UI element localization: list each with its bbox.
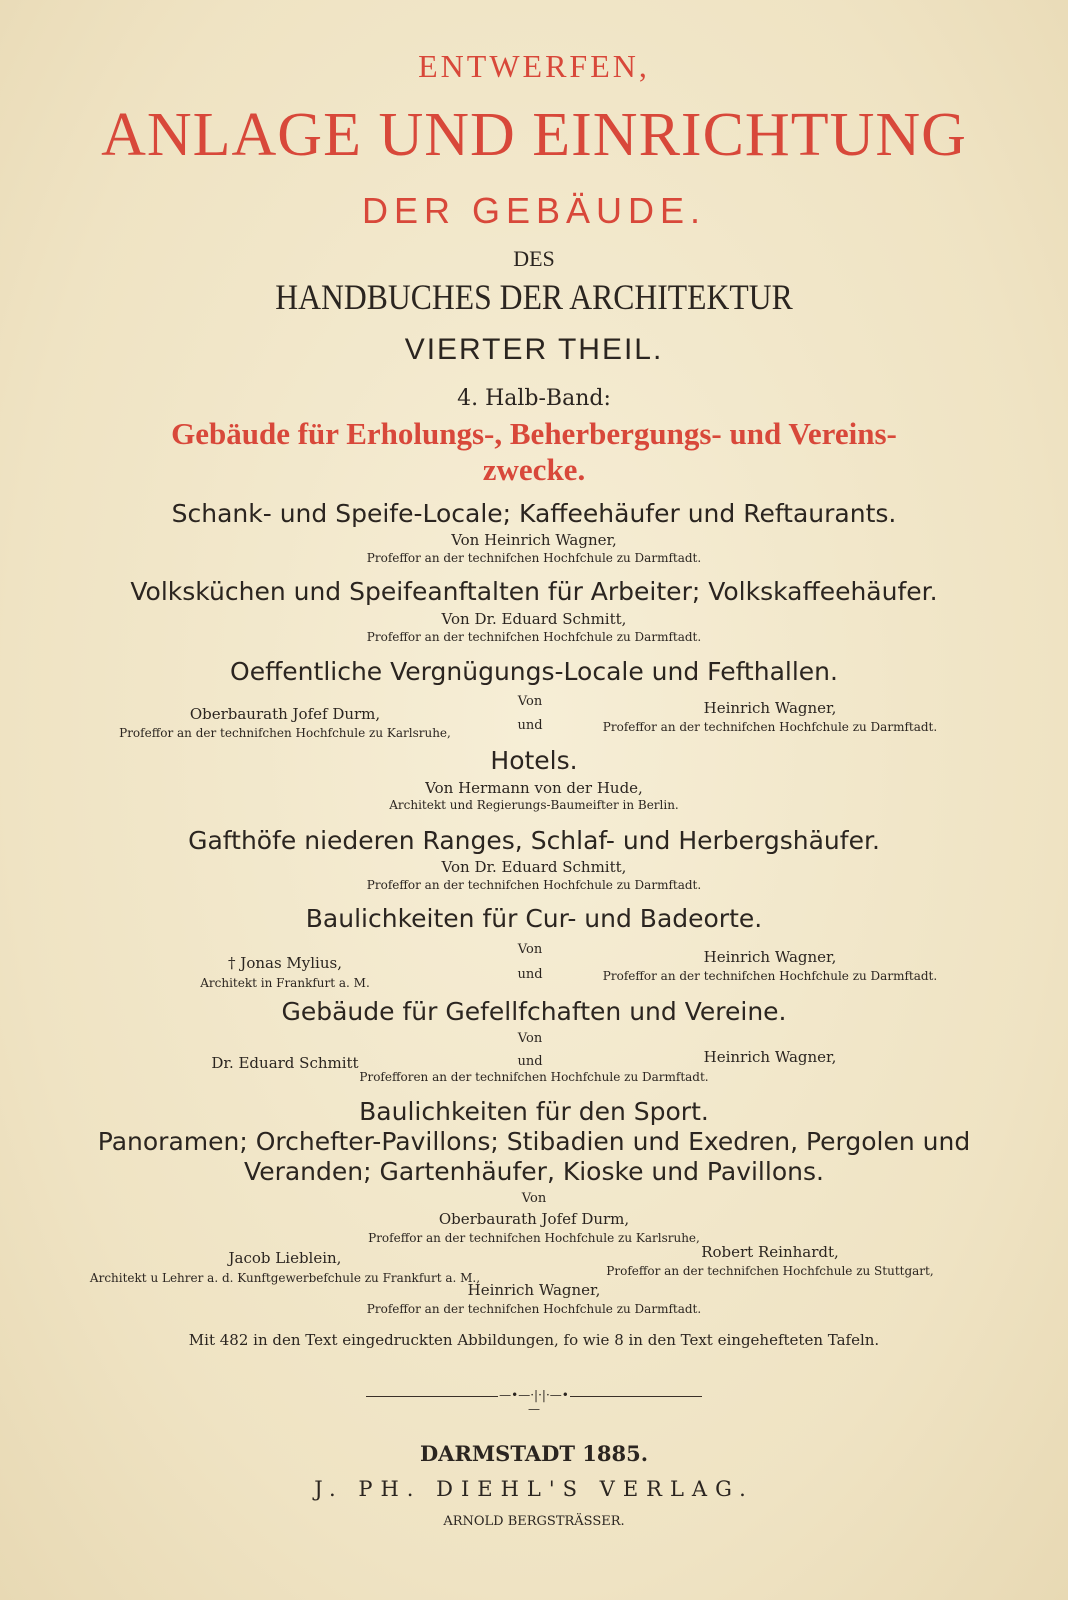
title-line-theil: VIERTER THEIL. [404, 333, 664, 366]
und-label: und [517, 718, 543, 733]
title-line-halbband: 4. Halb-Band: [457, 386, 611, 411]
divider-right [570, 1396, 702, 1397]
section-affiliation-vereine: Profefforen an der technifchen Hochfchule zu Darmftadt. [359, 1070, 709, 1084]
section-heading-vereine: Gebäude für Gefellfchaften und Vereine. [281, 997, 787, 1026]
author-left-name: Jacob Lieblein, [228, 1249, 342, 1267]
section-affiliation-volkskuechen: Profeffor an der technifchen Hochfchule zu Darmftadt. [366, 630, 702, 644]
author-durm-affiliation: Profeffor an der technifchen Hochfchule zu Karlsruhe, [368, 1231, 700, 1245]
imprint-owner: ARNOLD BERGSTRÄSSER. [443, 1514, 625, 1529]
author-left-affiliation: Profeffor an der technifchen Hochfchule zu Karlsruhe, [119, 726, 451, 740]
illustrations-note: Mit 482 in den Text eingedruckten Abbildungen, fo wie 8 in den Text eingehefteten Tafeln. [188, 1331, 880, 1349]
author-left-name: † Jonas Mylius, [228, 954, 342, 972]
author-right-name: Heinrich Wagner, [703, 1048, 837, 1066]
author-right-name: Heinrich Wagner, [703, 948, 837, 966]
von-label: Von [517, 942, 543, 957]
author-wagner-name: Heinrich Wagner, [467, 1281, 601, 1299]
author-durm-name: Oberbaurath Jofef Durm, [438, 1210, 630, 1228]
section-heading-volkskuechen: Volksküchen und Speifeanftalten für Arbeiter; Volkskaffeehäufer. [130, 577, 938, 606]
title-line-gebaeude: DER GEBÄUDE. [361, 190, 707, 231]
section-affiliation-schank: Profeffor an der technifchen Hochfchule zu Darmftadt. [366, 551, 702, 565]
section-author-gasthoefe: Von Dr. Eduard Schmitt, [441, 858, 627, 876]
title-line-handbuch: HANDBUCHES DER ARCHITEKTUR [275, 277, 793, 317]
section-heading-vergnuegung: Oeffentliche Vergnügungs-Locale und Fefthallen. [230, 657, 838, 686]
divider-left [366, 1396, 498, 1397]
author-right-affiliation: Profeffor an der technifchen Hochfchule zu Stuttgart, [606, 1264, 934, 1278]
author-left-name: Dr. Eduard Schmitt [211, 1054, 359, 1072]
section-affiliation-gasthoefe: Profeffor an der technifchen Hochfchule zu Darmftadt. [366, 878, 702, 892]
section-heading-badeorte: Baulichkeiten für Cur- und Badeorte. [305, 904, 763, 933]
section-affiliation-hotels: Architekt und Regierungs-Baumeifter in Berlin. [389, 798, 679, 812]
author-right-affiliation: Profeffor an der technifchen Hochfchule zu Darmftadt. [602, 720, 938, 734]
subtitle-line-1: Gebäude für Erholungs-, Beherbergungs- und Vereins- [171, 416, 897, 451]
author-left-affiliation: Architekt in Frankfurt a. M. [200, 976, 370, 990]
imprint-city-year: DARMSTADT 1885. [419, 1441, 649, 1466]
von-label: Von [517, 694, 543, 709]
section-author-hotels: Von Hermann von der Hude, [425, 779, 643, 797]
title-line-des: DES [513, 246, 555, 271]
section-heading-gasthoefe: Gafthöfe niederen Ranges, Schlaf- und Herbergshäufer. [188, 826, 880, 855]
section-heading-panoramen: Panoramen; Orchefter-Pavillons; Stibadien und Exedren, Pergolen und [97, 1127, 971, 1156]
section-heading-sport: Baulichkeiten für den Sport. [359, 1097, 709, 1126]
author-wagner-affiliation: Profeffor an der technifchen Hochfchule zu Darmftadt. [366, 1302, 702, 1316]
von-label: Von [517, 1031, 543, 1046]
author-right-name: Robert Reinhardt, [701, 1243, 839, 1261]
divider-ornament: —•—·|·|·—•— [499, 1388, 569, 1416]
imprint-publisher: J. PH. DIEHL'S VERLAG. [314, 1477, 754, 1501]
und-label: und [517, 967, 543, 982]
author-right-affiliation: Profeffor an der technifchen Hochfchule zu Darmftadt. [602, 969, 938, 983]
von-label: Von [521, 1191, 547, 1206]
author-left-name: Oberbaurath Jofef Durm, [189, 705, 381, 723]
section-heading-hotels: Hotels. [490, 746, 578, 775]
section-author-volkskuechen: Von Dr. Eduard Schmitt, [441, 610, 627, 628]
section-author-schank: Von Heinrich Wagner, [451, 531, 617, 549]
section-heading-veranden: Veranden; Gartenhäufer, Kioske und Pavillons. [244, 1157, 824, 1186]
author-left-affiliation: Architekt u Lehrer a. d. Kunftgewerbefchule zu Frankfurt a. M., [89, 1271, 481, 1285]
title-line-anlage: ANLAGE UND EINRICHTUNG [101, 101, 967, 169]
section-heading-schank: Schank- und Speife-Locale; Kaffeehäufer und Reftaurants. [171, 499, 897, 528]
title-line-entwerfen: ENTWERFEN, [418, 48, 650, 84]
und-label: und [517, 1054, 543, 1069]
subtitle-line-2: zwecke. [482, 452, 586, 487]
author-right-name: Heinrich Wagner, [703, 699, 837, 717]
